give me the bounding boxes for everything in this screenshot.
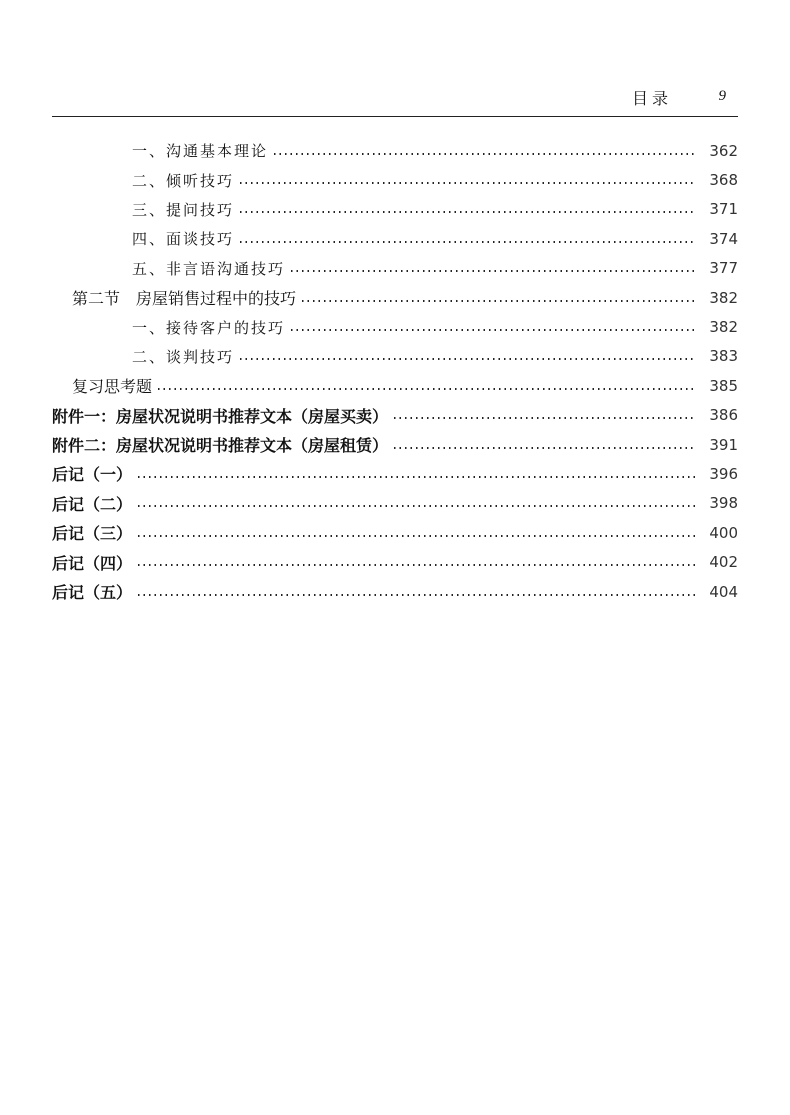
dot-leader bbox=[238, 241, 696, 243]
dot-leader bbox=[156, 388, 696, 390]
dot-leader bbox=[136, 564, 696, 566]
toc-entry[interactable] bbox=[52, 577, 738, 606]
toc-entry-page: 400 bbox=[709, 523, 738, 542]
toc-entry-title: 二、倾听技巧 bbox=[132, 171, 235, 190]
dot-leader bbox=[272, 153, 696, 155]
dot-leader bbox=[136, 535, 696, 537]
toc-entry[interactable] bbox=[52, 165, 738, 194]
toc-entry-title: 附件二：房屋状况说明书推荐文本（房屋租赁） bbox=[52, 436, 389, 456]
dot-leader bbox=[289, 270, 696, 272]
dot-leader bbox=[392, 417, 696, 419]
dot-leader bbox=[238, 182, 696, 184]
toc-entry-title: 三、提问技巧 bbox=[132, 200, 235, 219]
toc-entry[interactable] bbox=[52, 342, 738, 371]
page-header bbox=[52, 84, 738, 114]
page-number: 9 bbox=[718, 88, 726, 104]
toc-entry[interactable] bbox=[52, 547, 738, 576]
dot-leader bbox=[300, 300, 696, 302]
toc-entry-page: 396 bbox=[709, 464, 738, 483]
toc-entry-title: 附件一：房屋状况说明书推荐文本（房屋买卖） bbox=[52, 406, 389, 426]
toc-entry-page: 404 bbox=[709, 582, 738, 601]
toc-entry[interactable] bbox=[52, 489, 738, 518]
dot-leader bbox=[238, 358, 696, 360]
toc-entry-title: 二、谈判技巧 bbox=[132, 347, 235, 366]
toc-entry-page: 386 bbox=[709, 406, 738, 425]
toc-entry-page: 383 bbox=[709, 347, 738, 366]
toc-entry[interactable] bbox=[52, 312, 738, 341]
toc-entry-page: 402 bbox=[709, 553, 738, 572]
toc-entry-title: 一、接待客户的技巧 bbox=[132, 318, 286, 337]
toc-entry-page: 382 bbox=[709, 318, 738, 337]
toc-entry[interactable] bbox=[52, 254, 738, 283]
toc-entry-page: 371 bbox=[709, 200, 738, 219]
toc-entry[interactable] bbox=[52, 195, 738, 224]
dot-leader bbox=[289, 329, 696, 331]
toc-entry[interactable] bbox=[52, 283, 738, 312]
toc-entry-page: 385 bbox=[709, 376, 738, 395]
toc-entry-title: 第二节 房屋销售过程中的技巧 bbox=[72, 289, 297, 309]
dot-leader bbox=[136, 594, 696, 596]
toc-entry[interactable] bbox=[52, 459, 738, 488]
running-title: 目录 bbox=[631, 89, 672, 108]
dot-leader bbox=[136, 476, 696, 478]
toc-entry-page: 374 bbox=[709, 229, 738, 248]
header-divider bbox=[52, 116, 738, 117]
toc-entry[interactable] bbox=[52, 401, 738, 430]
dot-leader bbox=[238, 211, 696, 213]
toc-entry[interactable] bbox=[52, 518, 738, 547]
toc-entry-title: 复习思考题 bbox=[72, 377, 153, 397]
toc-entry[interactable] bbox=[52, 430, 738, 459]
toc-entry-page: 377 bbox=[709, 259, 738, 278]
toc-entry-page: 362 bbox=[709, 141, 738, 160]
toc-entry-page: 382 bbox=[709, 288, 738, 307]
dot-leader bbox=[136, 505, 696, 507]
toc-entry-title: 后记（四） bbox=[52, 553, 133, 573]
toc-entry[interactable] bbox=[52, 136, 738, 165]
toc-entry[interactable] bbox=[52, 371, 738, 400]
toc-entry-title: 五、非言语沟通技巧 bbox=[132, 259, 286, 278]
toc-entry-page: 398 bbox=[709, 494, 738, 513]
toc-entry[interactable] bbox=[52, 224, 738, 253]
toc-entry-page: 391 bbox=[709, 435, 738, 454]
toc-entry-title: 一、沟通基本理论 bbox=[132, 142, 269, 161]
toc-entry-title: 后记（一） bbox=[52, 465, 133, 485]
toc-entry-title: 四、面谈技巧 bbox=[132, 230, 235, 249]
table-of-contents bbox=[52, 136, 738, 606]
toc-entry-title: 后记（三） bbox=[52, 524, 133, 544]
dot-leader bbox=[392, 447, 696, 449]
toc-entry-page: 368 bbox=[709, 171, 738, 190]
toc-entry-title: 后记（二） bbox=[52, 494, 133, 514]
toc-entry-title: 后记（五） bbox=[52, 583, 133, 603]
